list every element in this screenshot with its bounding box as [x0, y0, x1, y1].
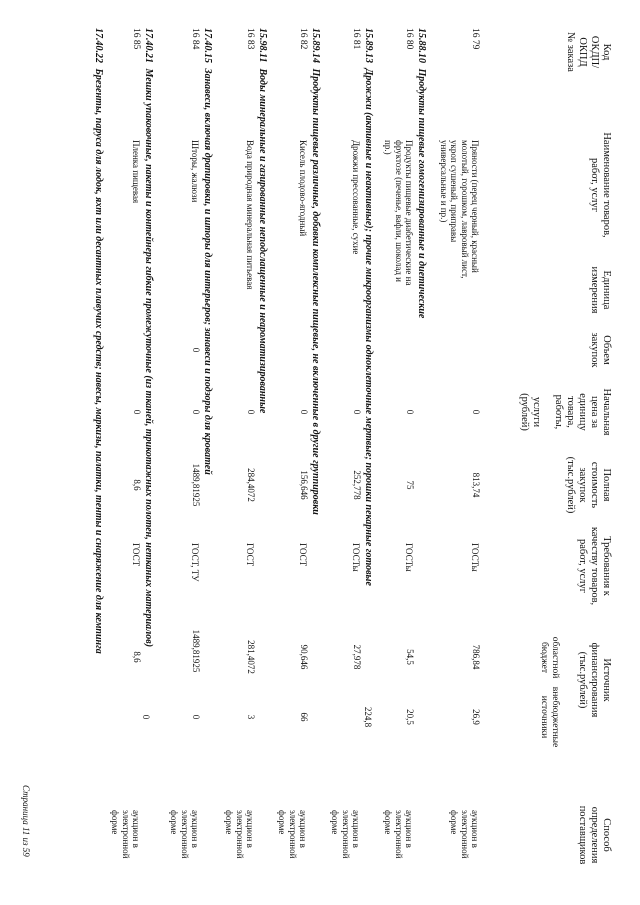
group-header: [310, 28, 321, 515]
header-name: Наименование товаров, работ, услуг: [588, 132, 612, 238]
header-requirements: Требования к качеству товаров, работ, услуг: [576, 526, 612, 606]
row-method: аукцион в электронной форме: [110, 810, 141, 859]
group-name: Воды минеральные и газированные неподслащенные и неароматизированные: [257, 68, 268, 414]
row-price: 0: [299, 409, 309, 415]
group-header: [363, 28, 374, 586]
row-regional: 281,4072: [246, 640, 256, 674]
row-total: 156,646: [299, 470, 309, 500]
row-extra: 20,5: [405, 709, 415, 725]
group-code: 17.40.15: [202, 28, 213, 63]
row-price: 0: [132, 409, 142, 415]
row-price: 0: [246, 409, 256, 415]
row-volume: 0: [191, 347, 201, 353]
page-number: Страница 11 из 59: [21, 785, 31, 857]
row-code: 16 84: [190, 28, 200, 50]
row-price: 0: [405, 409, 415, 415]
header-total: Полная стоимость закупок (тыс.рублей): [564, 456, 612, 514]
row-extra: 0: [191, 714, 201, 720]
row-code: 16 83: [245, 28, 255, 50]
row-requirements: ГОСТ: [245, 543, 255, 567]
row-method: аукцион в электронной форме: [330, 810, 361, 859]
row-requirements: ГОСТы: [351, 543, 361, 572]
row-code: 16 85: [131, 28, 141, 50]
group-name: Брезенты, паруса для лодок, яхт или десантных плавучих средств; навесы, маркизы, палатки, тенты и снаряжение для кемпинга: [93, 68, 104, 654]
row-code: 16 80: [404, 28, 414, 50]
group-header: [93, 28, 104, 654]
header-funding: Источник финансирования (тыс.рублей): [576, 642, 612, 718]
header-volume: Объем закупок: [588, 332, 612, 368]
group-name: Мешки упаковочные, пакеты и контейнеры гибкие промежуточные (из тканей, трикотажных полотен, нетканых материалов): [143, 68, 154, 648]
row-code: 16 82: [298, 28, 308, 50]
row-extra: 66: [299, 712, 309, 722]
group-code: 15.89.14: [310, 28, 321, 63]
group-name: Продукты пищевые гомогенизированные и диетические: [416, 68, 427, 319]
header-price: Начальная цена за единицу товара, работы, услуги (рублей): [518, 388, 612, 436]
row-regional: 8,6: [132, 651, 142, 663]
group-header: [416, 28, 427, 318]
group-header: [143, 28, 154, 647]
header-code: Код ОКДП/ ОКПД № заказа: [564, 32, 612, 72]
row-regional: 786,84: [471, 644, 481, 670]
row-total: 813,74: [471, 472, 481, 498]
group-code: 17.40.22: [93, 28, 104, 63]
row-requirements: ГОСТ, ТУ: [190, 543, 200, 582]
row-price: 0: [471, 409, 481, 415]
group-header: [257, 28, 268, 413]
row-requirements: ГОСТ: [298, 543, 308, 567]
row-regional: 90,646: [299, 644, 309, 670]
group-code: 15.98.11: [257, 28, 268, 63]
group-header: [202, 28, 213, 475]
row-name: Продукты пищевые диабетические на фруктозе (печенье, вафли, шоколад и пр.): [383, 140, 414, 286]
row-extra: 0: [141, 714, 151, 720]
group-code: 15.89.13: [363, 28, 374, 63]
row-requirements: ГОСТы: [470, 543, 480, 572]
row-price: 0: [191, 409, 201, 415]
header-method: Способ определения поставщиков: [576, 805, 612, 865]
row-name: Дрожжи прессованные, сухие: [351, 140, 361, 255]
row-regional: 54,5: [405, 649, 415, 665]
group-name: Продукты пищевые различные, добавки комплексные пищевые, не включенные в другие группировки: [310, 68, 321, 515]
row-name: Пряности (перец черный, красный молотый, горошком, лавровый лист, укроп сушеный, приправы универсальные и пр.): [438, 140, 480, 279]
row-extra: 224,8: [363, 706, 373, 728]
row-regional: 1489,81925: [191, 629, 201, 673]
row-name: Кисель плодово-ягодный: [298, 140, 308, 237]
row-extra: 3: [246, 714, 256, 720]
row-extra: 26,9: [471, 709, 481, 725]
row-method: аукцион в электронной форме: [169, 810, 200, 859]
group-code: 17.40.21: [143, 28, 154, 63]
row-requirements: ГОСТы: [404, 543, 414, 572]
header-unit: Единица измерения: [588, 266, 612, 314]
row-name: Шторы, жалюзи: [190, 140, 200, 203]
row-method: аукцион в электронной форме: [224, 810, 255, 859]
group-code: 15.88.10: [416, 28, 427, 63]
row-total: 8,6: [132, 479, 142, 491]
group-name: Дрожжи (активные и неактивные); прочие микроорганизмы одноклеточные мертвые; порошки пекарные готовые: [363, 68, 374, 586]
row-method: аукцион в электронной форме: [449, 810, 480, 859]
row-code: 16 81: [351, 28, 361, 50]
row-total: 284,4072: [246, 468, 256, 502]
row-code: 16 79: [470, 28, 480, 50]
header-funding-extra: внебюджетные источники: [539, 686, 560, 748]
row-name: Пленка пищевая: [131, 140, 141, 204]
row-requirements: ГОСТ: [131, 543, 141, 567]
row-total: 252,778: [352, 470, 362, 500]
row-regional: 27,978: [352, 644, 362, 670]
group-name: Занавеси, включая драпировки, и шторы для интерьеров; занавеси и подзоры для кроватей: [202, 68, 213, 475]
row-name: Вода природная минеральная питьевая: [245, 140, 255, 290]
row-price: 0: [352, 409, 362, 415]
row-method: аукцион в электронной форме: [277, 810, 308, 859]
row-total: 75: [405, 480, 415, 490]
row-method: аукцион в электронной форме: [383, 810, 414, 859]
row-total: 1489,81925: [191, 463, 201, 507]
header-funding-regional: областной бюджет: [539, 636, 560, 679]
